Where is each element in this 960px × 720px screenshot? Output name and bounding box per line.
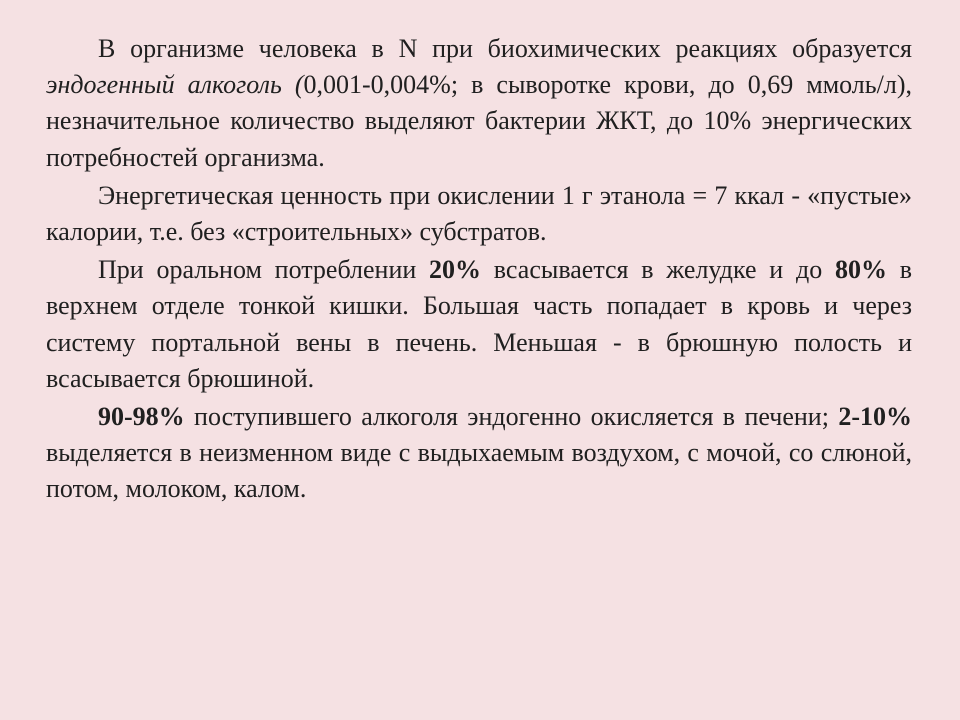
paragraph-energy-value (46, 178, 912, 250)
text-run: в верхнем отделе тонкой кишки. Большая часть попадает в кровь и через систему портальной вены в печень. Меньшая - в брюшную полость и всасывается брюшиной. (46, 255, 912, 393)
text-run-bold: 80% (834, 255, 887, 285)
text-run: Энергетическая ценность при окислении 1 г этанола = 7 ккал - «пустые» калории, т.е. без «строительных» субстратов. (46, 180, 912, 247)
paragraph-oxidation (46, 399, 912, 508)
text-run: выделяется в неизменном виде с выдыхаемым воздухом, с мочой, со слюной, потом, молоком, калом. (46, 438, 912, 504)
paragraph-endogenous-alcohol (46, 31, 912, 176)
text-run: поступившего алкоголя эндогенно окисляется в печени; (184, 402, 839, 432)
slide-body-text (46, 31, 912, 510)
text-run: В организме человека в N при биохимических реакциях образуется (98, 34, 912, 63)
text-run-italic: эндогенный алкоголь ( (46, 70, 304, 100)
paragraph-absorption (46, 252, 912, 397)
text-run-bold: 20% (429, 255, 482, 285)
text-run: всасывается в желудке и до (481, 255, 835, 285)
text-run-bold: 90-98% (98, 402, 185, 432)
text-run-bold: 2-10% (838, 402, 912, 432)
text-run: При оральном потреблении (98, 255, 430, 285)
text-run: 0,001-0,004%; в сыворотке крови, до 0,69 ммоль/л), незначительное количество выделяют бактерии ЖКТ, до 10% энергических потребностей организма. (46, 70, 912, 172)
